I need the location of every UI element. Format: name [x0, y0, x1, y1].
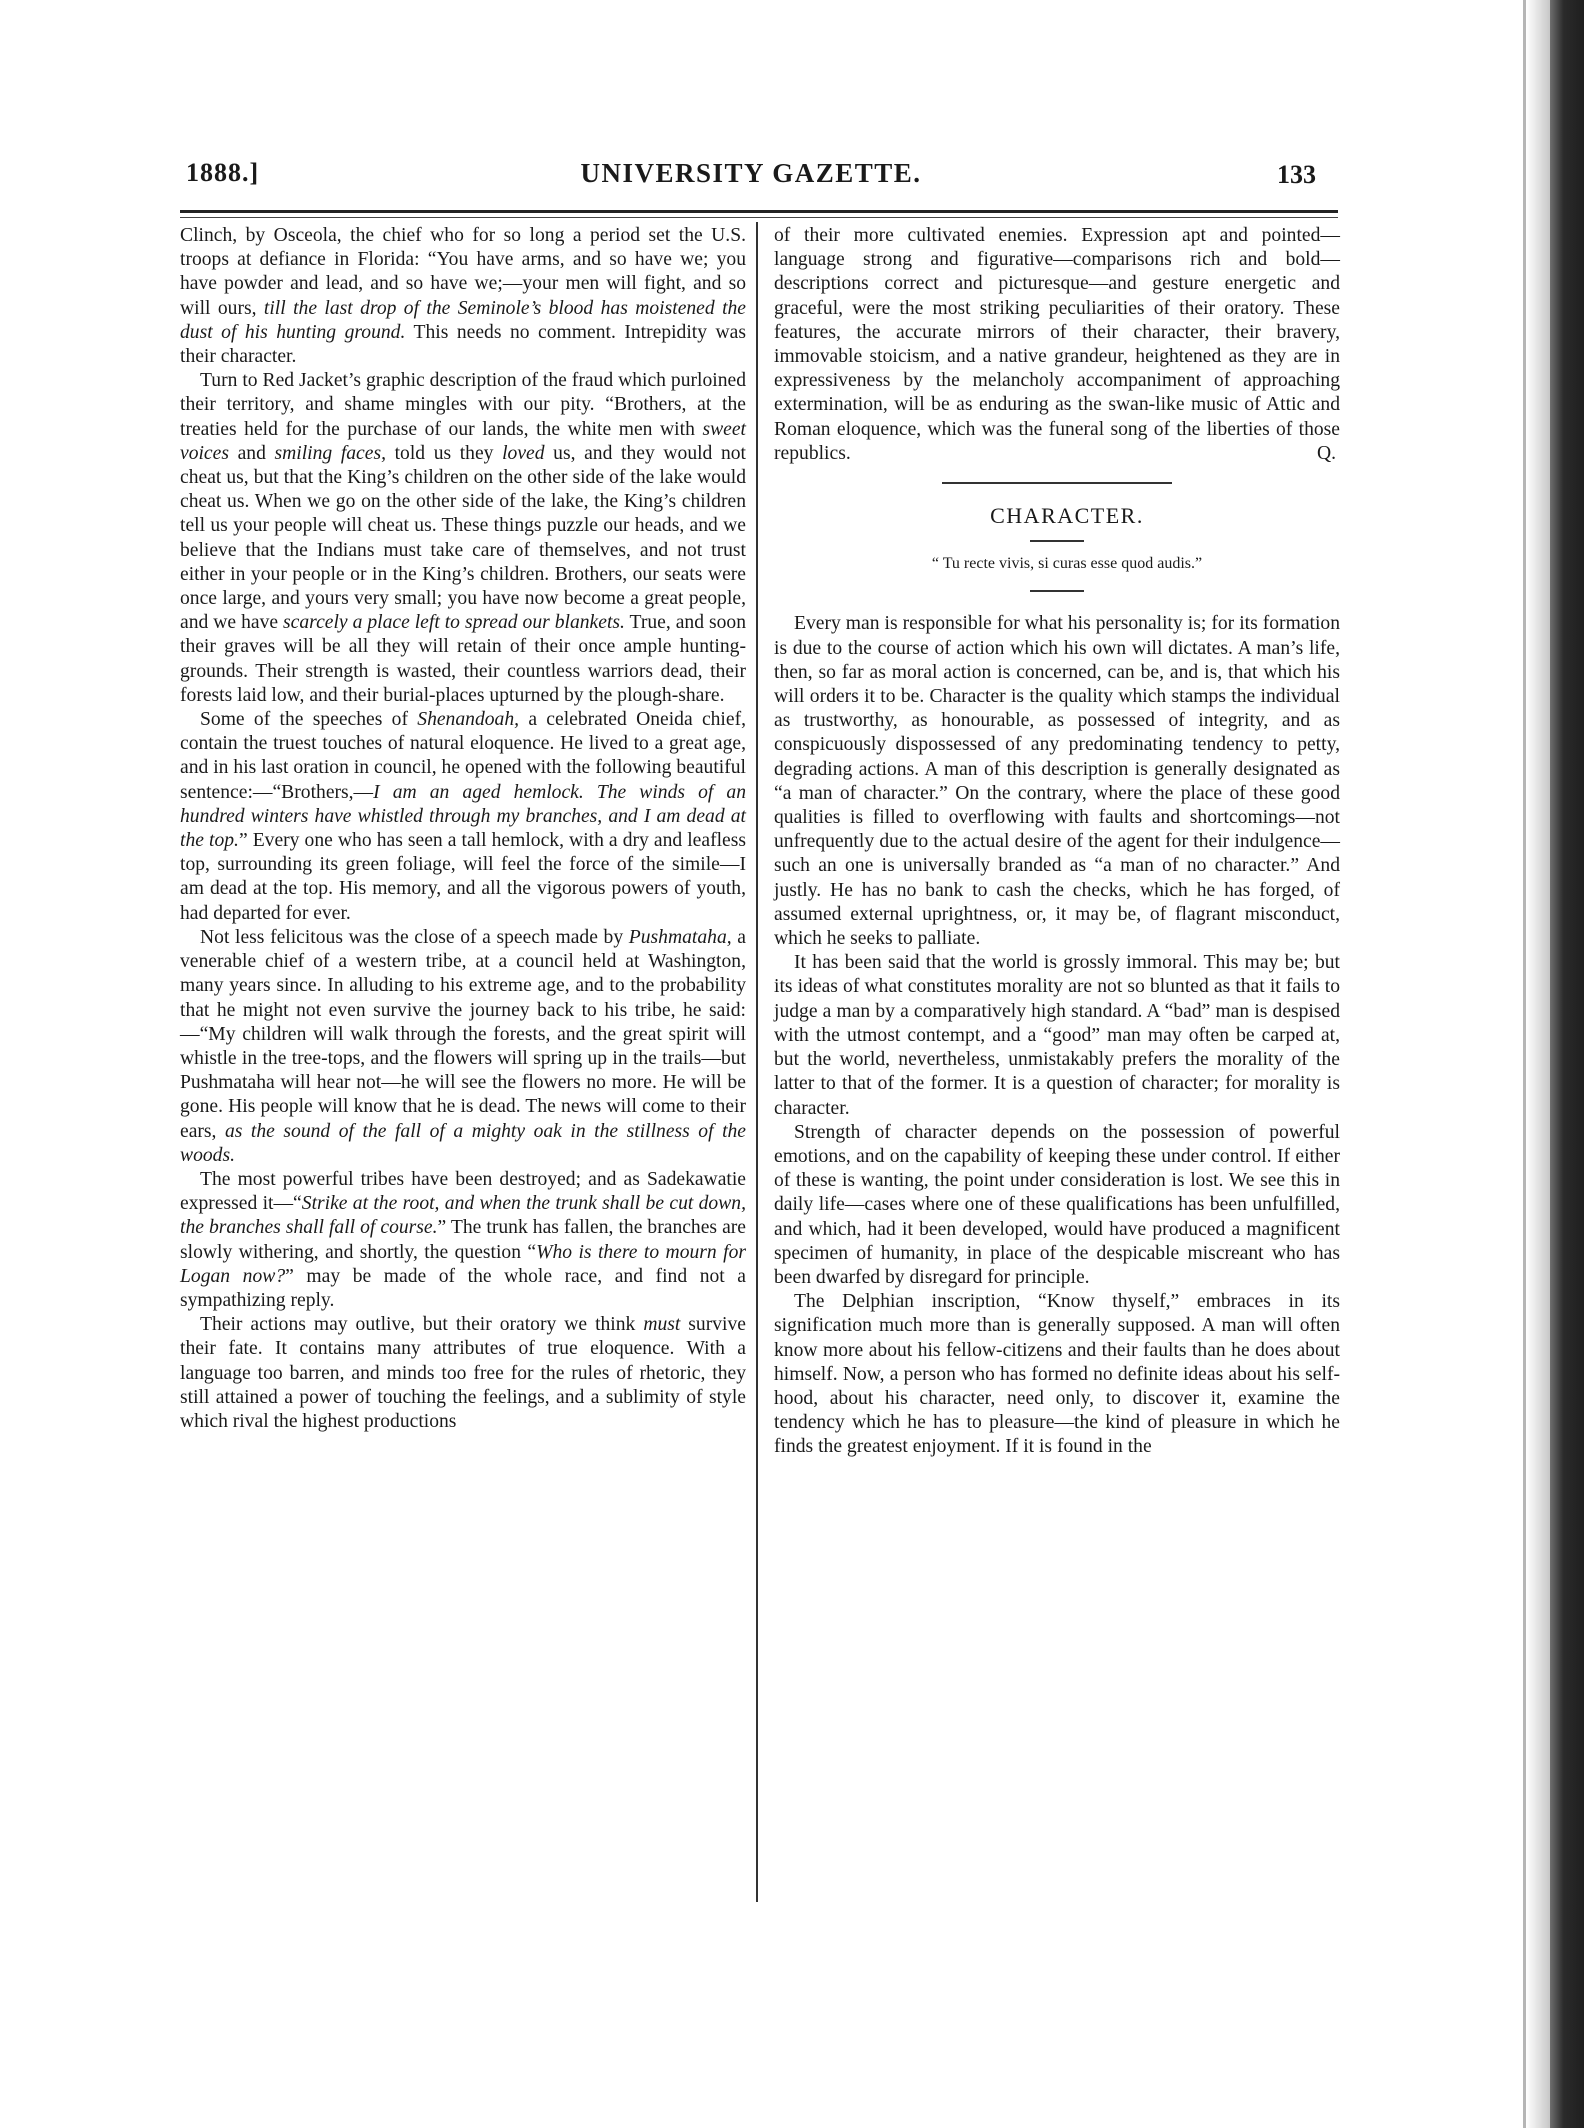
article-separator-rule — [942, 482, 1172, 484]
header-rule-thick — [180, 210, 1338, 213]
title-rule — [1030, 540, 1084, 542]
paragraph-oratory: Their actions may outlive, but their oratory we think must survive their fate. It contains many attributes of true eloquence. With a language too barren, and minds too free for the rules of rhetoric, they still attained a power of touching the feelings, and a sublimity of style which rival the highest productions — [180, 1314, 746, 1432]
scan-page-shadow — [1526, 0, 1550, 2128]
header-rule-thin — [180, 217, 1338, 218]
scan-margin-line — [1523, 0, 1526, 2128]
column-divider — [756, 222, 758, 1902]
paragraph-character-responsibility: Every man is responsible for what his personality is; for its formation is due to the course of action which his own will dictates. A man’s life, then, so far as moral action is concerned, can be, and is, that which his will orders it to be. Character is the quality which stamps the individual as trustworthy, as honourable, as possessed of integrity, and as conspicuously dispossessed of any predominating tendency to petty, degrading actions. A man of this description is generally designated as “a man of character.” On the contrary, where the place of these good qualities is filled to overflowing with faults and shortcomings—not unfrequently due to the actual desire of the agent for their indulgence—such an one is universally branded as “a man of no character.” And justly. He has no bank to cash the checks, which he has forged, of assumed external uprightness, or, it may be, of flagrant misconduct, which he seeks to palliate. — [774, 613, 1340, 950]
paragraph-pushmataha: Not less felicitous was the close of a speech made by Pushmataha, a venerable chief of a western tribe, at a council held at Washington, many years since. In alluding to his extreme age, and to the probability that he might not even survive the journey back to his tribe, he said:—“My children will walk through the forests, and the great spirit will whistle in the tree-tops, and the flowers will spring up in the trails—but Pushmataha will hear not—he will see the flowers no more. He will be gone. His people will know that he is dead. The news will come to their ears, as the sound of the fall of a mighty oak in the stillness of the woods. — [180, 926, 747, 1166]
author-signature: Q. — [1316, 442, 1336, 464]
right-column — [774, 224, 1340, 1460]
section-title: CHARACTER. — [990, 503, 1144, 529]
header-year: 1888.] — [186, 158, 260, 187]
epigraph-rule — [1030, 590, 1084, 592]
paragraph-shenandoah: Some of the speeches of Shenandoah, a celebrated Oneida chief, contain the truest touches of natural eloquence. He lived to a great age, and in his last oration in council, he opened with the following beautiful sentence:—“Brothers,—I am an aged hemlock. The winds of an hundred winters have whistled through my branches, and I am dead at the top.” Every one who has seen a tall hemlock, with a dry and leafless top, surrounding its green foliage, will feel the force of the simile—I am dead at the top. His memory, and all the vigorous powers of youth, had departed for ever. — [180, 709, 746, 924]
left-column — [180, 224, 746, 1434]
paragraph-world-immoral: It has been said that the world is grossly immoral. This may be; but its ideas of what constitutes morality are not so blunted as that it fails to judge a man by a comparatively high standard. A “bad” man is despised with the utmost contempt, and a “good” man may often be carped at, but the world, nevertheless, unmistakably prefers the morality of the latter to that of the former. It is a question of character; for morality is character. — [774, 952, 1340, 1119]
page-number: 133 — [1277, 160, 1316, 189]
header-title: UNIVERSITY GAZETTE. — [580, 158, 922, 188]
paragraph-delphian-inscription: The Delphian inscription, “Know thyself,” embraces in its signification much more than is generally supposed. A man will often know more about his fellow-citizens and their faults than he does about himself. Now, a person who has formed no definite ideas about his self-hood, about his character, need only, to discover it, examine the tendency which he has to pleasure—the kind of pleasure in which he finds the greatest enjoyment. If it is found in the — [774, 1291, 1340, 1458]
scan-dark-edge — [1550, 0, 1584, 2128]
paragraph-oratory-continued: of their more cultivated enemies. Expression apt and pointed—language strong and figurative—comparisons rich and bold—descriptions correct and picturesque—and gesture energetic and graceful, were the most striking peculiarities of their oratory. These features, the accurate mirrors of their character, their bravery, immovable stoicism, and a native grandeur, heightened as they are in expressiveness by the melancholy accompaniment of approaching extermination, will be as enduring as the swan-like music of Attic and Roman eloquence, which was the funeral song of the liberties of those republics. Q. — [774, 224, 1340, 466]
paragraph-strength-of-character: Strength of character depends on the possession of powerful emotions, and on the capability of keeping these under control. If either of these is wanting, the point under consideration is lost. We see this in daily life—cases where one of these qualifications has been unfulfilled, and which, had it been developed, would have produced a magnificent specimen of humanity, in place of the despicable miscreant who has been dwarfed by disregard for principle. — [774, 1121, 1340, 1288]
paragraph-tribes-destroyed: The most powerful tribes have been destroyed; and as Sadekawatie expressed it—“Strike at the root, and when the trunk shall be cut down, the branches shall fall of course.” The trunk has fallen, the branches are slowly withering, and shortly, the question “Who is there to mourn for Logan now?” may be made of the whole race, and find not a sympathizing reply. — [180, 1168, 747, 1311]
paragraph-osceola: Clinch, by Osceola, the chief who for so long a period set the U.S. troops at defiance in Florida: “You have arms, and so have we; you have powder and lead, and so have we;—your men will fight, and so will ours, till the last drop of the Seminole’s blood has moistened the dust of his hunting ground. This needs no comment. Intrepidity was their character. — [180, 225, 747, 368]
running-header — [186, 158, 1316, 208]
paragraph-red-jacket: Turn to Red Jacket’s graphic description of the fraud which purloined their territory, and shame mingles with our pity. “Brothers, at the treaties held for the purchase of our lands, the white men with sweet voices and smiling faces, told us they loved us, and they would not cheat us, but that the King’s children on the other side of the lake would cheat us. When we go on the other side of the lake, the King’s children tell us your people will cheat us. These things puzzle our heads, and we believe that the Indians must take care of themselves, and not trust either in your people or in the King’s children. Brothers, our seats were once large, and yours very small; you have now become a great people, and we have scarcely a place left to spread our blankets. True, and soon their graves will be all they will retain of their once ample hunting-grounds. Their strength is wasted, their countless warriors dead, their forests laid low, and their burial-places upturned by the plough-share. — [180, 370, 747, 706]
epigraph: “ Tu recte vivis, si curas esse quod audis.” — [931, 555, 1203, 573]
